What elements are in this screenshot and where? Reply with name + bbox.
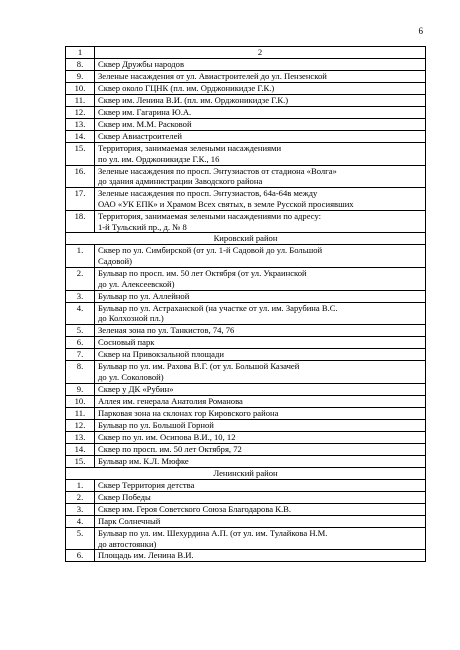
row-number: 8. bbox=[66, 59, 95, 71]
table-row bbox=[66, 407, 426, 419]
row-number: 3. bbox=[66, 503, 95, 515]
table-row bbox=[66, 550, 426, 562]
row-text: Сквер им. Ленина В.И. (пл. им. Орджоникидзе Г.К.) bbox=[95, 95, 426, 107]
table-row bbox=[66, 361, 426, 384]
row-text: Сквер на Привокзальной площади bbox=[95, 349, 426, 361]
table-row bbox=[66, 491, 426, 503]
row-text: Сквер Победы bbox=[95, 491, 426, 503]
header-col-2: 2 bbox=[95, 47, 426, 59]
row-number: 8. bbox=[66, 361, 95, 384]
row-text: Территория, занимаемая зелеными насаждениями по ул. им. Орджоникидзе Г.К., 16 bbox=[95, 143, 426, 166]
table-row bbox=[66, 443, 426, 455]
row-text: Бульвар по ул. им. Рахова В.Г. (от ул. Большой Казачей до ул. Соколовой) bbox=[95, 361, 426, 384]
row-text: Парковая зона на склонах гор Кировского района bbox=[95, 407, 426, 419]
row-number: 6. bbox=[66, 550, 95, 562]
table-row bbox=[66, 349, 426, 361]
table-row bbox=[66, 290, 426, 302]
table-row bbox=[66, 455, 426, 467]
row-number: 1. bbox=[66, 479, 95, 491]
table-row bbox=[66, 119, 426, 131]
row-text: Сквер им. М.М. Расковой bbox=[95, 119, 426, 131]
table-header-row bbox=[66, 47, 426, 59]
row-number: 2. bbox=[66, 491, 95, 503]
row-text: Сосновый парк bbox=[95, 337, 426, 349]
row-text: Зеленая зона по ул. Танкистов, 74, 76 bbox=[95, 325, 426, 337]
row-text: Сквер у ДК «Рубин» bbox=[95, 383, 426, 395]
table-row bbox=[66, 71, 426, 83]
row-number: 12. bbox=[66, 107, 95, 119]
row-number: 2. bbox=[66, 267, 95, 290]
row-number: 5. bbox=[66, 527, 95, 550]
row-text: Сквер около ГЦНК (пл. им. Орджоникидзе Г.К.) bbox=[95, 83, 426, 95]
section-heading-row bbox=[66, 233, 426, 245]
table-row bbox=[66, 337, 426, 349]
row-text: Сквер по ул. им. Осипова В.И., 10, 12 bbox=[95, 431, 426, 443]
row-text: Сквер по просп. им. 50 лет Октября, 72 bbox=[95, 443, 426, 455]
table-row bbox=[66, 59, 426, 71]
row-number: 11. bbox=[66, 95, 95, 107]
row-number: 5. bbox=[66, 325, 95, 337]
row-number: 3. bbox=[66, 290, 95, 302]
table-row bbox=[66, 143, 426, 166]
row-text: Площадь им. Ленина В.И. bbox=[95, 550, 426, 562]
row-text: Бульвар по просп. им. 50 лет Октября (от ул. Украинской до ул. Алексеевской) bbox=[95, 267, 426, 290]
row-text: Сквер Территория детства bbox=[95, 479, 426, 491]
row-text: Сквер им. Гагарина Ю.А. bbox=[95, 107, 426, 119]
table-row bbox=[66, 188, 426, 211]
table-row bbox=[66, 107, 426, 119]
section-heading: Кировский район bbox=[66, 233, 426, 245]
row-number: 10. bbox=[66, 395, 95, 407]
row-number: 13. bbox=[66, 431, 95, 443]
row-text: Бульвар по ул. Большой Горной bbox=[95, 419, 426, 431]
row-number: 10. bbox=[66, 83, 95, 95]
row-text: Парк Солнечный bbox=[95, 515, 426, 527]
table-row bbox=[66, 395, 426, 407]
table-row bbox=[66, 419, 426, 431]
row-number: 16. bbox=[66, 165, 95, 188]
row-text: Бульвар им. К.Л. Мюфке bbox=[95, 455, 426, 467]
table-row bbox=[66, 210, 426, 233]
row-text: Зеленые насаждения от ул. Авиастроителей до ул. Пензенской bbox=[95, 71, 426, 83]
row-number: 4. bbox=[66, 302, 95, 325]
section-heading: Ленинский район bbox=[66, 467, 426, 479]
table-row bbox=[66, 267, 426, 290]
row-text: Сквер Дружбы народов bbox=[95, 59, 426, 71]
row-number: 12. bbox=[66, 419, 95, 431]
row-number: 14. bbox=[66, 443, 95, 455]
table-row bbox=[66, 503, 426, 515]
row-text: Бульвар по ул. Аллейной bbox=[95, 290, 426, 302]
row-number: 15. bbox=[66, 143, 95, 166]
row-text: Сквер Авиастроителей bbox=[95, 131, 426, 143]
green-zones-table bbox=[65, 46, 426, 562]
table-row bbox=[66, 95, 426, 107]
table-body bbox=[66, 47, 426, 562]
row-text: Бульвар по ул. им. Шехурдина А.П. (от ул. им. Тулайкова Н.М. до автостоянки) bbox=[95, 527, 426, 550]
row-number: 9. bbox=[66, 383, 95, 395]
header-col-1: 1 bbox=[66, 47, 95, 59]
table-row bbox=[66, 131, 426, 143]
table-row bbox=[66, 83, 426, 95]
row-number: 15. bbox=[66, 455, 95, 467]
row-number: 1. bbox=[66, 245, 95, 268]
row-number: 13. bbox=[66, 119, 95, 131]
row-text: Зеленые насаждения по просп. Энтузиастов, 64а-64в между ОАО «УК ЕПК» и Храмом Всех святых, в земле Русской просиявших bbox=[95, 188, 426, 211]
row-text: Сквер по ул. Симбирской (от ул. 1-й Садовой до ул. Большой Садовой) bbox=[95, 245, 426, 268]
row-number: 11. bbox=[66, 407, 95, 419]
row-number: 18. bbox=[66, 210, 95, 233]
table-row bbox=[66, 431, 426, 443]
table-row bbox=[66, 383, 426, 395]
row-text: Территория, занимаемая зелеными насаждениями по адресу: 1-й Тульский пр., д. № 8 bbox=[95, 210, 426, 233]
row-text: Бульвар по ул. Астраханской (на участке от ул. им. Зарубина В.С. до Колхозной пл.) bbox=[95, 302, 426, 325]
table-row bbox=[66, 165, 426, 188]
row-number: 4. bbox=[66, 515, 95, 527]
row-number: 14. bbox=[66, 131, 95, 143]
row-number: 17. bbox=[66, 188, 95, 211]
table-row bbox=[66, 302, 426, 325]
row-number: 7. bbox=[66, 349, 95, 361]
row-text: Зеленые насаждения по просп. Энтузиастов от стадиона «Волга» до здания администрации Заводского района bbox=[95, 165, 426, 188]
table-row bbox=[66, 479, 426, 491]
section-heading-row bbox=[66, 467, 426, 479]
table-row bbox=[66, 527, 426, 550]
table-row bbox=[66, 325, 426, 337]
row-text: Аллея им. генерала Анатолия Романова bbox=[95, 395, 426, 407]
row-number: 6. bbox=[66, 337, 95, 349]
page-number: 6 bbox=[418, 26, 423, 36]
row-text: Сквер им. Героя Советского Союза Благодарова К.В. bbox=[95, 503, 426, 515]
row-number: 9. bbox=[66, 71, 95, 83]
table-row bbox=[66, 245, 426, 268]
table-row bbox=[66, 515, 426, 527]
